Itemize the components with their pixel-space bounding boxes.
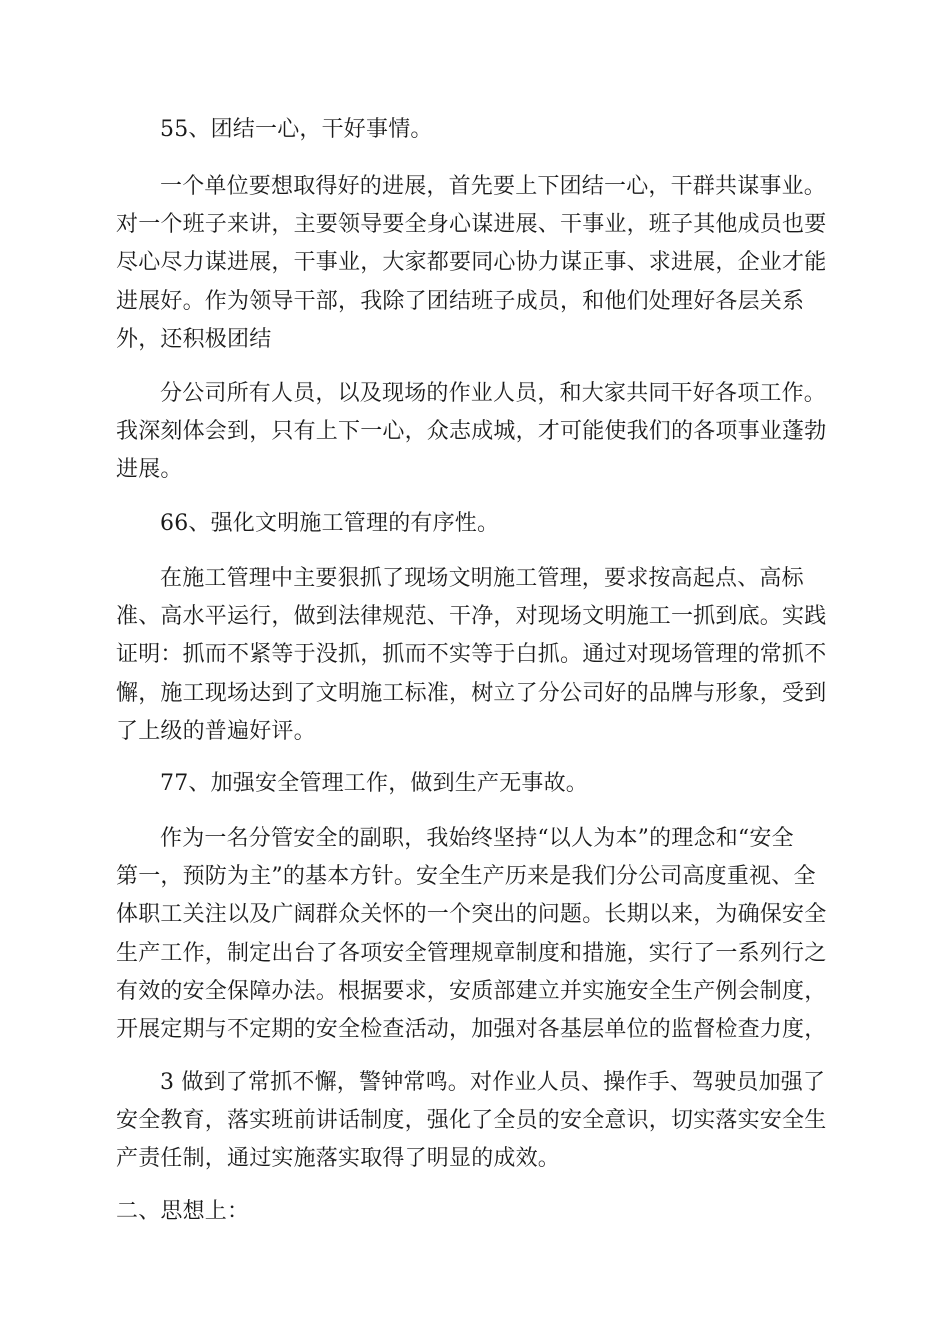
text-line: 证明：抓而不紧等于没抓，抓而不实等于白抓。通过对现场管理的常抓不	[116, 642, 827, 668]
section-heading-55	[116, 111, 878, 149]
text-line: 有效的安全保障办法。根据要求，安质部建立并实施安全生产例会制度，	[116, 978, 827, 1004]
text-line: 一个单位要想取得好的进展，首先要上下团结一心，干群共谋事业。	[160, 174, 827, 199]
text-line: 体职工关注以及广阔群众关怀的一个突出的问题。长期以来，为确保安全	[116, 902, 827, 928]
text-line: 在施工管理中主要狠抓了现场文明施工管理，要求按高起点、高标	[160, 566, 804, 591]
text-line: 开展定期与不定期的安全检查活动，加强对各基层单位的监督检查力度，	[116, 1017, 827, 1043]
text-line: 懈，施工现场达到了文明施工标准，树立了分公司好的品牌与形象，受到	[116, 680, 827, 706]
paragraph-civilized-construction	[116, 560, 834, 751]
text-line: 3 做到了常抓不懈，警钟常鸣。对作业人员、操作手、驾驶员加强了	[160, 1070, 826, 1095]
text-line: 第一，预防为主”的基本方针。安全生产历来是我们分公司高度重视、全	[116, 864, 816, 890]
text-line: 分公司所有人员，以及现场的作业人员，和大家共同干好各项工作。	[160, 381, 827, 406]
text-line: 进展好。作为领导干部，我除了团结班子成员，和他们处理好各层关系	[116, 288, 805, 314]
section-heading-77	[116, 765, 878, 803]
text-line: 安全教育，落实班前讲话制度，强化了全员的安全意识，切实落实安全生	[116, 1108, 827, 1134]
text-line: 进展。	[116, 457, 183, 483]
text-line: 生产工作，制定出台了各项安全管理规章制度和措施，实行了一系列行之	[116, 940, 827, 966]
paragraph-safety-2	[116, 1064, 834, 1179]
section-heading-66	[116, 505, 878, 543]
heading-text: 66、强化文明施工管理的有序性。	[160, 511, 500, 536]
text-line: 对一个班子来讲，主要领导要全身心谋进展、干事业，班子其他成员也要	[116, 212, 827, 238]
text-line: 产责任制，通过实施落实取得了明显的成效。	[116, 1146, 561, 1172]
text-line: 了上级的普遍好评。	[116, 718, 316, 744]
paragraph-unity-2	[116, 375, 834, 490]
paragraph-unity-1	[116, 168, 834, 359]
text-line: 我深刻体会到，只有上下一心，众志成城，才可能使我们的各项事业蓬勃	[116, 419, 827, 445]
text-line: 外，还积极团结	[116, 326, 272, 352]
text-line: 尽心尽力谋进展，干事业，大家都要同心协力谋正事、求进展，企业才能	[116, 250, 827, 276]
paragraph-safety-1	[116, 820, 834, 1049]
heading-text: 55、团结一心，干好事情。	[160, 117, 433, 142]
section-heading-ideology	[116, 1193, 834, 1231]
text-line: 准、高水平运行，做到法律规范、干净，对现场文明施工一抓到底。实践	[116, 604, 827, 630]
heading-text: 二、思想上：	[116, 1199, 250, 1224]
text-line: 作为一名分管安全的副职，我始终坚持“以人为本”的理念和“安全	[160, 826, 794, 851]
heading-text: 77、加强安全管理工作，做到生产无事故。	[160, 771, 588, 796]
